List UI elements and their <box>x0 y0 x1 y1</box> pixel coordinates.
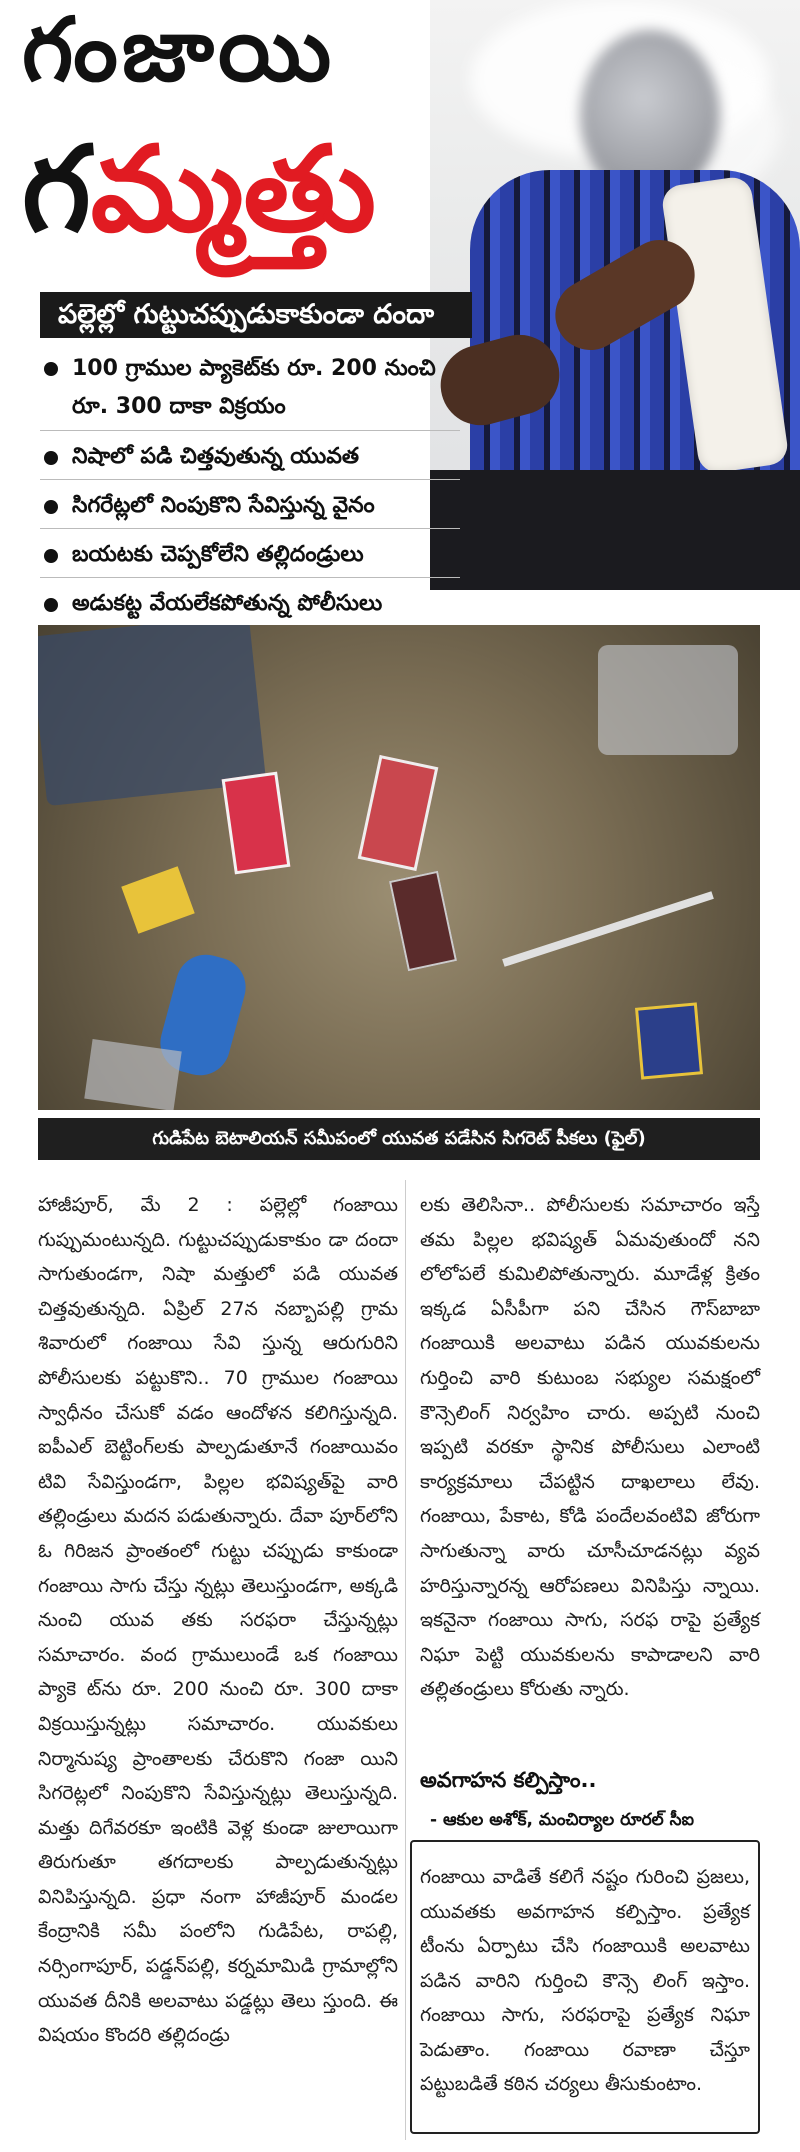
top-photo-smoker <box>430 0 800 590</box>
wrapper <box>84 1039 181 1110</box>
bullet-item: 100 గ్రాముల ప్యాకెట్‌కు రూ. 200 నుంచి రూ. 300 దాకా విక్రయం <box>40 350 460 431</box>
trash-photo <box>38 625 760 1110</box>
headline-line-2 <box>22 120 377 258</box>
yellow-wrapper <box>121 866 194 934</box>
headline-line-2-black: గ <box>22 120 91 258</box>
box-title: అవగాహన కల్పిస్తాం.. <box>420 1768 597 1792</box>
bullet-item: అడుకట్ట వేయలేకపోతున్న పోలీసులు <box>40 586 460 627</box>
column-divider <box>405 1180 406 2140</box>
box-byline: - ఆకుల అశోక్, మంచిర్యాల రూరల్ సీఐ <box>430 1810 694 1830</box>
plastic-sheet <box>598 645 738 755</box>
bullet-item: నిషాలో పడి చిత్తవుతున్న యువత <box>40 439 460 480</box>
headline-line-2-red: మ్మత్తు <box>90 120 377 258</box>
dark-pants <box>430 470 800 590</box>
bullet-item: సిగరేట్లలో నింపుకొని సేవిస్తున్న వైనం <box>40 488 460 529</box>
subheadline-banner: పల్లెల్లో గుట్టుచప్పుడుకాకుండా దందా <box>40 292 472 338</box>
cigarette-pack <box>389 871 457 971</box>
quote-box-text: గంజాయి వాడితే కలిగే నష్టం గురించి ప్రజలు, యువతకు అవగాహన కల్పిస్తాం. ప్రత్యేక టీంను ఏర్పాటు చేసి గంజాయికి అలవాటు పడిన వారిని గుర్తించి కౌన్సె లింగ్ ఇస్తాం. గంజాయి సాగు, సరఫరాపై ప్రత్యేక నిఘా పెడుతాం. గంజాయి రవాణా చేస్తూ పట్టుబడితే కఠిన చర్యలు తీసుకుంటాం. <box>420 1866 757 2095</box>
article-right-column: లకు తెలిసినా.. పోలీసులకు సమాచారం ఇస్తే తమ పిల్లల భవిష్యత్ ఏమవుతుందో నని లోలోపలే కుమిలిపోతున్నారు. మూడేళ్ల క్రితం ఇక్కడ ఏసీపీగా పని చేసిన గౌస్‌బాబా గంజాయికి అలవాటు పడిన యువకులను గుర్తించి వారి కుటుంబ సభ్యుల సమక్షంలో కౌన్సెలింగ్ నిర్వహిం చారు. అప్పటి నుంచి ఇప్పటి వరకూ స్థానిక పోలీసులు ఎలాంటి కార్యక్రమాలు చేపట్టిన దాఖలాలు లేవు. గంజాయి, పేకాట, కోడి పందేలవంటివి జోరుగా సాగుతున్నా వారు చూసీచూడనట్లు వ్యవ హరిస్తున్నారన్న ఆరోపణలు వినిపిస్తు న్నాయి. ఇకనైనా గంజాయి సాగు, సరఫ రాపై ప్రత్యేక నిఘా పెట్టి యువకులను కాపాడాలని వారి తల్లితండ్రులు కోరుతు న్నారు. <box>420 1194 767 1701</box>
photo-caption: గుడిపేట బెటాలియన్ సమీపంలో యువత పడేసిన సిగరెట్ పీకలు (ఫైల్) <box>38 1118 760 1160</box>
blue-pack <box>635 1002 703 1079</box>
headline-line-1: గంజాయి <box>22 0 336 101</box>
cigarette-pack <box>358 755 439 871</box>
string <box>502 891 714 967</box>
cigarette-pack <box>222 772 291 875</box>
article-left-column: హాజీపూర్, మే 2 : పల్లెల్లో గంజాయి గుప్పుమంటున్నది. గుట్టుచప్పుడుకాకుం డా దందా సాగుతుండగా, నిషా మత్తులో పడి యువత చిత్తవుతున్నది. ఏప్రిల్ 27న నబ్బాపల్లి గ్రామ శివారులో గంజాయి సేవి స్తున్న ఆరుగురిని పోలీసులకు పట్టుకొని.. 70 గ్రాముల గంజాయి స్వాధీనం చేసుకో వడం ఆందోళన కలిగిస్తున్నది. ఐపీఎల్ బెట్టింగ్‌లకు పాల్పడుతూనే గంజాయివం టివి సేవిస్తుండగా, పిల్లల భవిష్యత్‌పై వారి తల్లిండ్రులు మదన పడుతున్నారు. దేవా పూర్‌లోని ఓ గిరిజన ప్రాంతంలో గుట్టు చప్పుడు కాకుండా గంజాయి సాగు చేస్తు న్నట్లు తెలుస్తుండగా, అక్కడి నుంచి యువ తకు సరఫరా చేస్తున్నట్లు సమాచారం. వంద గ్రాములుండే ఒక గంజాయి ప్యాకె ట్‌ను రూ. 200 నుంచి రూ. 300 దాకా విక్రయిస్తున్నట్లు సమాచారం. యువకులు నిర్మానుష్య ప్రాంతాలకు చేరుకొని గంజా యిని సిగరెట్లలో నింపుకొని సేవిస్తున్నట్లు తెలుస్తున్నది. మత్తు దిగేవరకూ ఇంటికి వెళ్ల కుండా జులాయిగా తిరుగుతూ తగదాలకు పాల్పడుతున్నట్లు వినిపిస్తున్నది. ప్రధా నంగా హాజీపూర్ మండల కేంద్రానికి సమీ పంలోని గుడిపేట, రాపల్లి, నర్సింగాపూర్, పడ్డన్‌పల్లి, కర్నమామిడి గ్రామాల్లోని యువత దీనికి అలవాటు పడ్డట్లు తెలు స్తుంది. ఈ విషయం కొందరి తల్లిదండ్రు <box>38 1194 405 2047</box>
highlight-bullets <box>40 350 460 635</box>
bullet-item: బయటకు చెప్పకోలేని తల్లిదండ్రులు <box>40 537 460 578</box>
